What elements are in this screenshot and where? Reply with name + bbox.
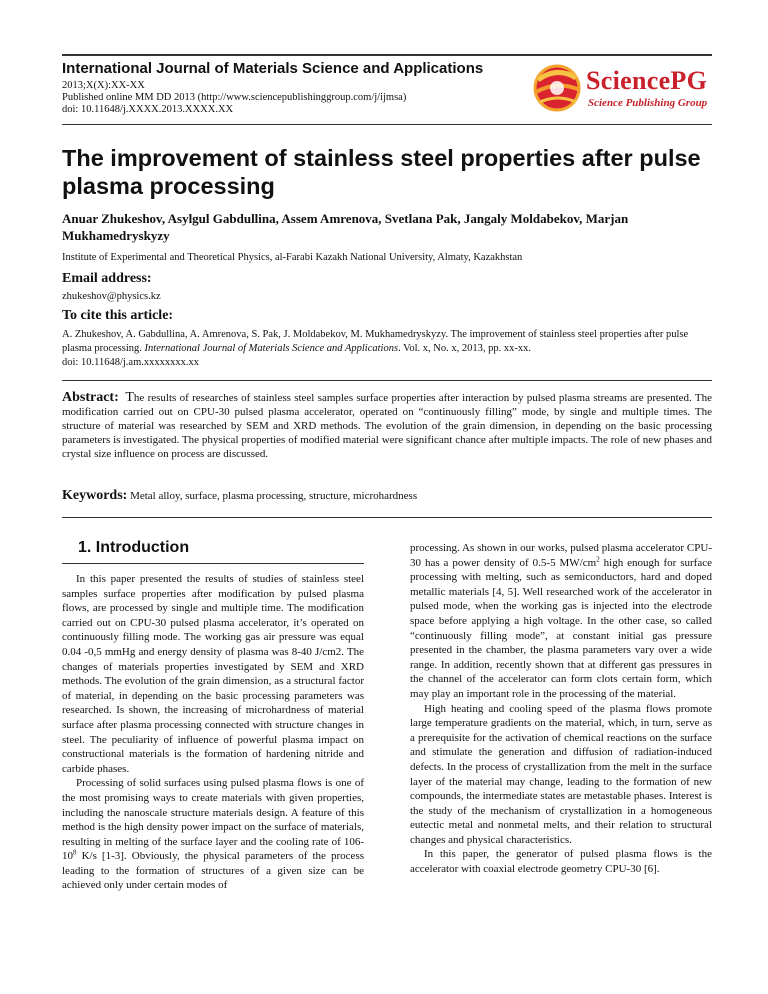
keywords-rule [62,517,712,518]
email-heading: Email address: [62,271,152,286]
superscript: 2 [596,554,600,563]
superscript: 8 [73,848,77,857]
keywords-text: Metal alloy, surface, plasma processing, structure, microhardness [130,490,418,502]
section-rule [62,563,364,564]
cite-heading: To cite this article: [62,308,174,323]
abstract-text: he results of researches of stainless steel samples surface properties after interaction by pulsed plasma streams are presented. The modification carried out on CPU-30 pulsed plasma accelerator, operated on “continuously filling” mode, by single and multiple times. The structure of material was researched by SEM and XRD methods. The evolution of the grain dimension, in depending on the basic processing parameters is investigated. The physical properties of modified material were significant chance after multiple impacts. The role of new phases and crystal size influence on process are discussed. [62,392,712,460]
keywords [62,488,712,504]
logo-wordmark: SciencePG [586,66,708,95]
citation [62,328,712,370]
header-rule [62,124,712,125]
logo-globe-icon [530,60,586,116]
section-heading: 1. Introduction [78,539,190,556]
journal-title: International Journal of Materials Science and Applications [62,60,484,77]
paragraph [410,541,712,702]
top-rule [62,54,712,56]
citation-doi: doi: 10.11648/j.am.xxxxxxxx.xx [62,357,199,368]
abstract-dropcap: T [125,390,134,405]
citation-main: A. Zhukeshov, A. Gabdullina, A. Amrenova, S. Pak, J. Moldabekov, M. Mukhamedryskyzy. The improvement of stainless steel properties after pulse plasma processing. [62,329,689,354]
citation-journal: International Journal of Materials Science and Applications [144,343,399,354]
volume-line: 2013;X(X):XX-XX [62,80,145,91]
paragraph-text: Processing of solid surfaces using pulsed plasma flows is one of the most promising ways to create materials with given properties, including the nanoscale structure materials design. A feature of this method is the high density power impact on the surface of materials, resulting in melting of the surface layer and the cooling rate of 106-10 [62,777,364,863]
abstract-rule [62,380,712,381]
paragraph-text: K/s [1-3]. Obviously, the physical parameters of the process leading to the formation of structures of a given size can be achieved only under certain modes of [62,850,364,892]
paragraph: High heating and cooling speed of the plasma flows promote large temperature gradients on the material, which, in turn, serve as a prerequisite for the activation of chemical reactions on the surface and stimulate the generation and diffusion of radiation-induced defects. In the process of crystallization from the melt in the surface layer of the material may change, leading to the formation of new compounds, the intermediate states are metastable phases. Interest is the study of the mechanism of crystallization in a homogeneous eutectic metal and nonmetal melts, and their relation to structural changes and physical characteristics. [410,702,712,846]
email-address[interactable]: zhukeshov@physics.kz [62,291,161,302]
affiliation: Institute of Experimental and Theoretical Physics, al-Farabi Kazakh National University, Almaty, Kazakhstan [62,252,523,263]
published-line: Published online MM DD 2013 (http://www.sciencepublishinggroup.com/j/ijmsa) [62,92,407,103]
keywords-label: Keywords: [62,488,128,503]
logo-subtitle: Science Publishing Group [588,97,708,109]
paragraph [62,776,364,893]
paragraph-text: high enough for surface processing with melting, such as semiconductors, hard and doped metallic materials [4, 5]. Well researched work of the accelerator in pulsed mode, when the working gas is injected into the electrode space before applying a high voltage. In the other case, so called “continuously filling mode”, at constant initial gas pressure presented in the chamber, the plasma parameters vary over a wide range. In addition, recently shown that at different gas pressures in the channel of the accelerator can form clots certain form, which may play an important role in the processing of the material. [410,556,712,700]
abstract-label: Abstract: [62,390,119,405]
paragraph: In this paper presented the results of studies of stainless steel samples surface properties after modification by pulsed plasma flows, are processed by single and multiple time. The modification carried out on CPU-30 pulsed plasma accelerator, it’s operated on continuously filling mode. The working gas air pressure was equal 0.04 -0,5 mmHg and energy density of plasma was 8-40 J/cm2. The changes of materials properties investigated by SEM and XRD methods. The evolution of the grain dimension, as a structural factor of material, in depending on the basic processing parameters was researched. Is shown, the increasing of microhardness of material surface after plasma processing connected with structure changes in steel. The peculiarity of influence of powerful plasma impact on constructional materials is the formation of hardening nitride and carbide phases. [62,573,364,775]
doi-line: doi: 10.11648/j.XXXX.2013.XXXX.XX [62,104,234,115]
paragraph: In this paper, the generator of pulsed plasma flows is the accelerator with coaxial electrode geometry CPU-30 [6]. [410,848,712,876]
citation-tail: . Vol. x, No. x, 2013, pp. xx-xx. [398,343,531,354]
paper-title: The improvement of stainless steel properties after pulse plasma processing [62,145,701,199]
right-column [410,541,712,877]
author-list: Anuar Zhukeshov, Asylgul Gabdullina, Assem Amrenova, Svetlana Pak, Jangaly Moldabekov, Marjan Mukhamedryskyzy [62,211,629,243]
abstract [62,391,712,461]
paragraph-text: processing. As shown in our works, pulsed plasma accelerator CPU-30 has a power density of 0.5-5 MW/cm [410,542,712,569]
left-column [62,572,364,893]
